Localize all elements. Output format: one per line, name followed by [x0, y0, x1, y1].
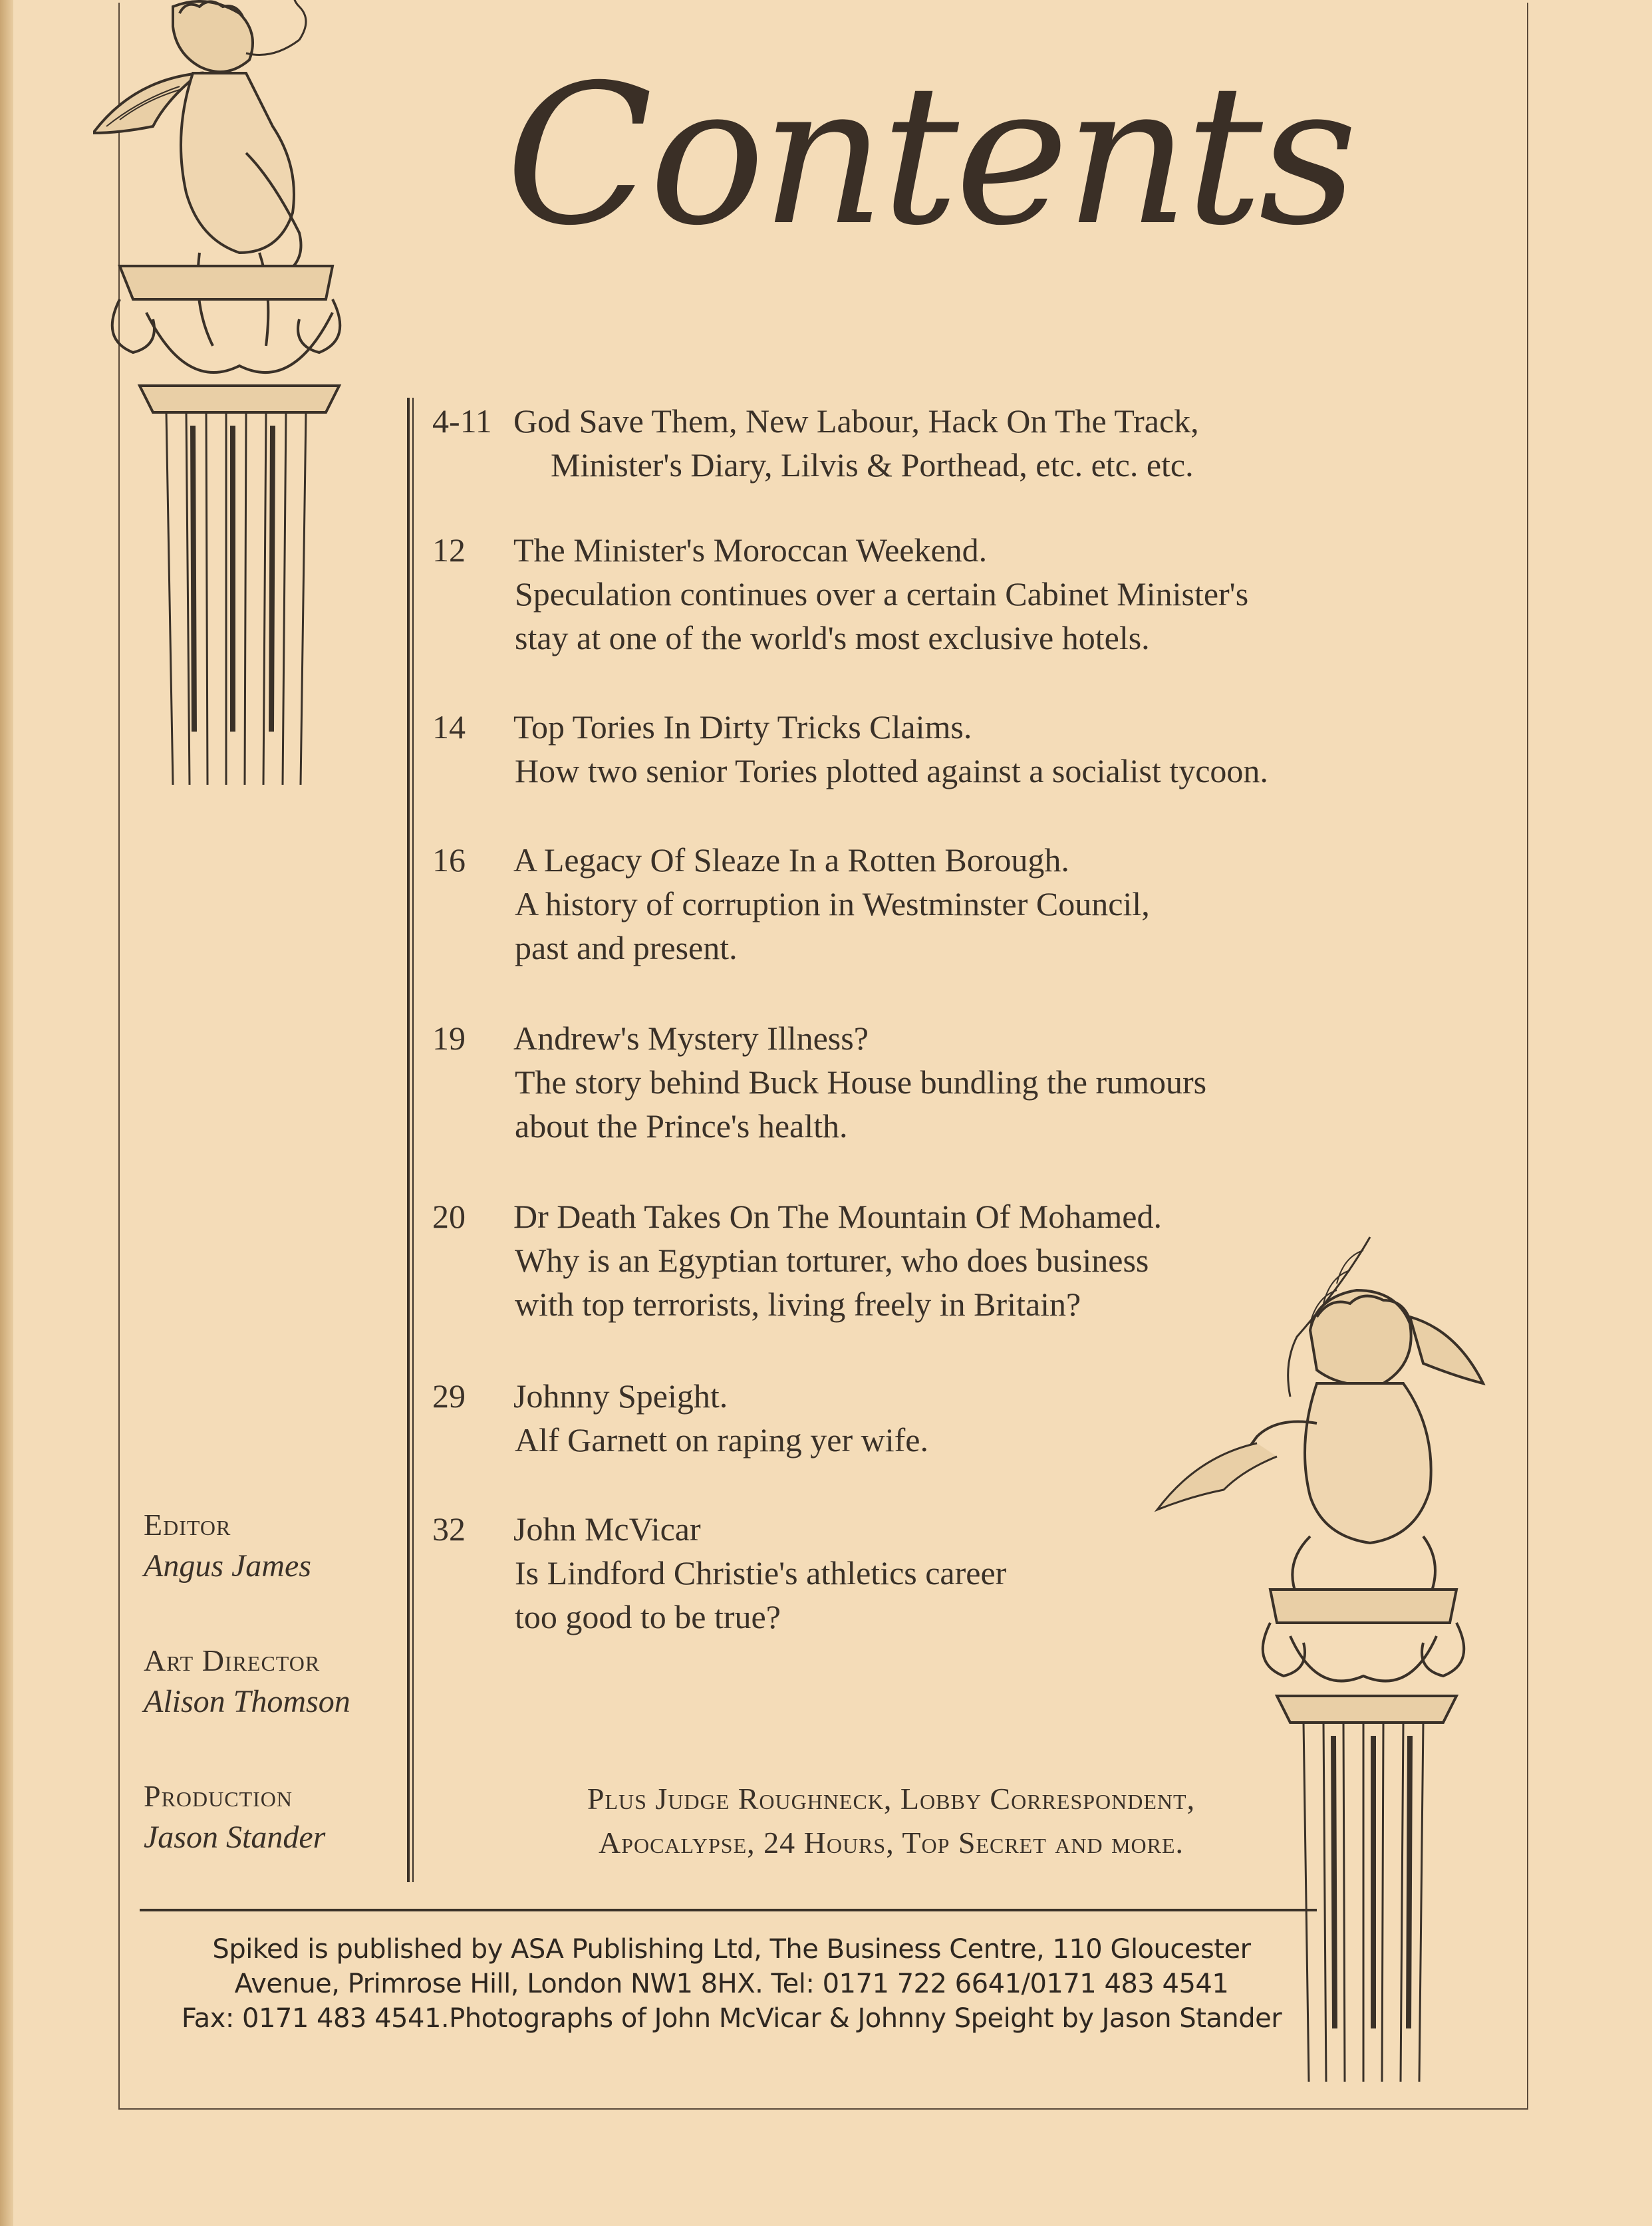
- credit-name: Jason Stander: [144, 1820, 326, 1855]
- entry-description-line: about the Prince's health.: [515, 1107, 848, 1145]
- entry-page-number: 12: [432, 531, 466, 569]
- footer-line: Fax: 0171 483 4541.Photographs of John McVicar & Johnny Speight by Jason Stander: [181, 2003, 1282, 2034]
- footer-line: Avenue, Primrose Hill, London NW1 8HX. Tel: 0171 722 6641/0171 483 4541: [234, 1969, 1229, 1999]
- credit-art-director: [144, 1640, 396, 1723]
- credit-role: Editor: [144, 1508, 231, 1542]
- credit-editor: [144, 1504, 396, 1587]
- entry-page-number: 19: [432, 1020, 466, 1057]
- plus-line: Apocalypse, 24 Hours, Top Secret and more.: [598, 1826, 1184, 1860]
- entry-heading: Johnny Speight.: [513, 1377, 728, 1415]
- entry-page-number: 20: [432, 1198, 466, 1235]
- entry-description-line: Minister's Diary, Lilvis & Porthead, etc. etc. etc.: [551, 446, 1194, 484]
- entry-description-line: Speculation continues over a certain Cabinet Minister's: [515, 575, 1249, 613]
- vertical-rule: [407, 398, 414, 1882]
- entry-description-line: stay at one of the world's most exclusive hotels.: [515, 619, 1150, 656]
- credit-role: Production: [144, 1779, 293, 1813]
- entry-page-number: 14: [432, 708, 466, 746]
- entry-page-number: 16: [432, 841, 466, 879]
- entry-heading: Top Tories In Dirty Tricks Claims.: [513, 708, 972, 746]
- entry-heading: God Save Them, New Labour, Hack On The Track,: [513, 402, 1199, 440]
- contents-title: Contents: [505, 44, 1354, 268]
- entry-description-line: past and present.: [515, 929, 738, 966]
- entry-description-line: Alf Garnett on raping yer wife.: [515, 1421, 928, 1459]
- entry-heading: The Minister's Moroccan Weekend.: [513, 531, 988, 569]
- credit-name: Alison Thomson: [144, 1684, 350, 1719]
- publisher-footer: [133, 1932, 1330, 2036]
- entry-page-number: 29: [432, 1377, 466, 1415]
- footer-line: Spiked is published by ASA Publishing Ltd, The Business Centre, 110 Gloucester: [212, 1934, 1251, 1965]
- entry-page-number: 32: [432, 1510, 466, 1548]
- footer-rule: [140, 1909, 1317, 1911]
- entry-description-line: with top terrorists, living freely in Britain?: [515, 1286, 1081, 1323]
- entry-description-line: Why is an Egyptian torturer, who does business: [515, 1242, 1149, 1279]
- entry-heading: John McVicar: [513, 1510, 701, 1548]
- paper-edge: [0, 0, 13, 2226]
- entry-heading: Dr Death Takes On The Mountain Of Mohamed.: [513, 1198, 1162, 1235]
- entry-page-number: 4-11: [432, 402, 492, 440]
- cherub-pipe-column-illustration: [93, 0, 386, 798]
- entry-description-line: too good to be true?: [515, 1598, 781, 1635]
- credit-name: Angus James: [144, 1548, 311, 1584]
- entry-description-line: The story behind Buck House bundling the rumours: [515, 1063, 1207, 1101]
- entry-description-line: A history of corruption in Westminster Council,: [515, 885, 1150, 922]
- entry-heading: Andrew's Mystery Illness?: [513, 1020, 869, 1057]
- entry-description-line: How two senior Tories plotted against a socialist tycoon.: [515, 752, 1268, 789]
- credit-role: Art Director: [144, 1643, 321, 1677]
- plus-line: Plus Judge Roughneck, Lobby Correspondent,: [587, 1782, 1196, 1816]
- credit-production: [144, 1776, 396, 1858]
- entry-description-line: Is Lindford Christie's athletics career: [515, 1554, 1007, 1592]
- entry-heading: A Legacy Of Sleaze In a Rotten Borough.: [513, 841, 1069, 879]
